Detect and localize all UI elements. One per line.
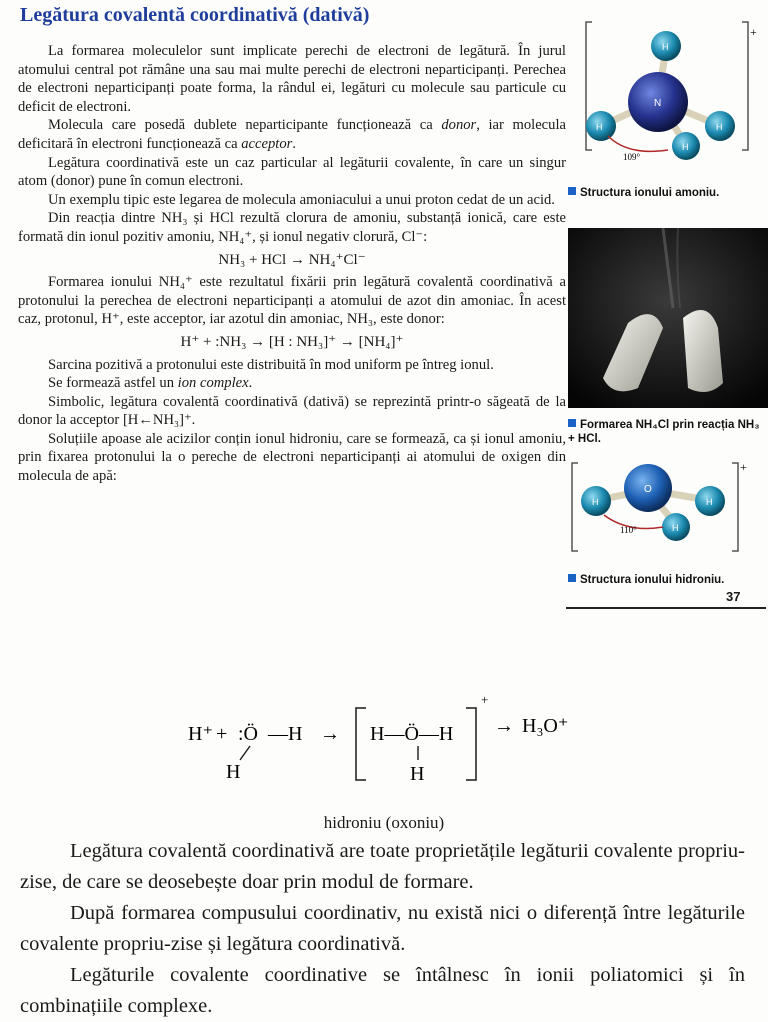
equation: H⁺ + :NH₃ → [H : NH₃]⁺ → [NH₄]⁺ bbox=[180, 333, 404, 350]
paragraph: Soluțiile apoase ale acizilor conțin ionul hidroniu, care se formează, ca și ionul amoniu, prin fixarea protonului la o pereche de electroni neparticipanți ai atomului de oxigen din molecula de apă: bbox=[18, 430, 566, 485]
svg-text:H: H bbox=[592, 497, 599, 507]
page-number: 37 bbox=[726, 589, 741, 604]
svg-text:N: N bbox=[654, 98, 662, 109]
paragraph: Legătura coordinativă este un caz particular al legăturii covalente, în care un singur atom (donor) pune în comun electroni. bbox=[18, 154, 566, 190]
figure-caption bbox=[568, 187, 768, 199]
paragraph: Legăturile covalente coordinative se întâlnesc în ionii poliatomici și în combinațiile complexe. bbox=[20, 964, 745, 1017]
scheme-arrow: → bbox=[320, 723, 340, 745]
ammonium-molecule-image bbox=[568, 10, 768, 178]
figure-caption bbox=[568, 418, 768, 446]
caption-marker bbox=[568, 419, 576, 427]
paragraph: Sarcina pozitivă a protonului este distribuită în mod uniform pe întreg ionul. bbox=[48, 356, 494, 373]
term-donor: donor bbox=[441, 117, 477, 134]
paragraph: Legătura covalentă coordinativă are toate proprietățile legăturii covalente propriu-zise, de care se deosebește doar prin modul de formare. bbox=[20, 840, 745, 893]
scheme-plus: + bbox=[216, 723, 228, 745]
svg-text:H: H bbox=[596, 122, 603, 132]
bracket-right bbox=[466, 708, 476, 780]
hydronium-figure bbox=[568, 455, 768, 586]
caption-marker bbox=[568, 574, 576, 582]
paragraph: Din reacția dintre NH₃ și HCl rezultă clorura de amoniu, substanță ionică, care este formată din ionul pozitiv amoniu, NH₄⁺, și ionul negativ clorură, Cl⁻: bbox=[18, 210, 566, 245]
text-span: Se formează astfel un bbox=[48, 375, 175, 392]
caption-text: Formarea NH₄Cl prin reacția NH₃ + HCl. bbox=[568, 419, 760, 445]
equation: NH₃ + HCl → NH₄⁺Cl⁻ bbox=[218, 251, 366, 268]
text-span: . bbox=[292, 135, 296, 152]
bond-line bbox=[240, 746, 250, 760]
ammonium-figure bbox=[568, 10, 768, 199]
caption-marker bbox=[568, 187, 576, 195]
text-span: , iar molecula deficitară în electroni funcționează ca bbox=[18, 117, 566, 152]
caption-text: Structura ionului amoniu. bbox=[580, 187, 720, 199]
svg-text:H: H bbox=[672, 523, 679, 533]
bracket-left bbox=[356, 708, 366, 780]
svg-text:+: + bbox=[750, 25, 757, 39]
photo-figure bbox=[568, 228, 768, 446]
svg-text:O: O bbox=[644, 484, 652, 495]
scheme-charge: + bbox=[481, 692, 489, 707]
svg-text:H: H bbox=[716, 122, 723, 132]
scheme-oxygen: :Ö bbox=[238, 723, 258, 745]
svg-text:H: H bbox=[706, 497, 713, 507]
scheme-bracket-content: H—Ö—H bbox=[370, 723, 454, 745]
paragraph bbox=[18, 374, 566, 393]
paragraph bbox=[18, 116, 566, 153]
scheme-arrow: → bbox=[494, 715, 514, 737]
paragraph: La formarea moleculelor sunt implicate perechi de electroni de legătură. În jurul atomului central pot rămâne una sau mai multe perechi de electroni neparticipanți. Perechea de electroni neparticipanți poate forma, la rândul ei, legături cu molecule sau particule cu deficit de electroni. bbox=[18, 43, 566, 115]
hydronium-molecule-image bbox=[568, 455, 768, 565]
figure-caption bbox=[568, 574, 768, 586]
scheme-h: H bbox=[226, 761, 241, 783]
scheme-product: H₃O⁺ bbox=[522, 715, 569, 737]
main-text bbox=[18, 42, 566, 486]
svg-text:H: H bbox=[662, 42, 669, 52]
hydronium-scheme bbox=[180, 690, 620, 790]
term-ion-complex: ion complex bbox=[177, 375, 249, 392]
svg-text:+: + bbox=[740, 460, 747, 474]
paragraph: După formarea compusului coordinativ, nu există nici o diferență între legăturile covalente propriu-zise și legătura coordinativă. bbox=[20, 902, 745, 955]
scheme-oh: —H bbox=[268, 723, 303, 745]
paragraph: Formarea ionului NH₄⁺ este rezultatul fixării prin legătură covalentă coordinativă a protonului la perechea de electroni neparticipanți a atomului de azot din amoniac. În acest caz, protonul, H⁺, este acceptor, iar azotul din amoniac, NH₃, este donor: bbox=[18, 274, 566, 328]
divider bbox=[566, 607, 766, 609]
paragraph: Simbolic, legătura covalentă coordinativă (dativă) se reprezintă printr-o săgeată de la donor la acceptor [H←NH₃]⁺. bbox=[18, 393, 566, 429]
scheme-h: H bbox=[410, 763, 425, 785]
caption-text: Structura ionului hidroniu. bbox=[580, 574, 725, 586]
bottom-text bbox=[20, 836, 745, 1022]
paragraph: Un exemplu tipic este legarea de molecula amoniacului a unui proton cedat de un acid. bbox=[48, 191, 555, 208]
svg-text:H: H bbox=[682, 142, 689, 152]
svg-text:109°: 109° bbox=[623, 152, 641, 162]
scheme-caption: hidroniu (oxoniu) bbox=[323, 813, 445, 832]
scheme-h-plus: H⁺ bbox=[188, 723, 213, 745]
text-span: Molecula care posedă dublete neparticipante funcționează ca bbox=[48, 117, 433, 134]
term-acceptor: acceptor bbox=[241, 135, 293, 152]
nh4cl-reaction-photo bbox=[568, 228, 768, 408]
svg-text:110°: 110° bbox=[620, 525, 637, 535]
text-span: . bbox=[248, 375, 253, 392]
section-title: Legătura covalentă coordinativă (dativă) bbox=[20, 4, 370, 26]
